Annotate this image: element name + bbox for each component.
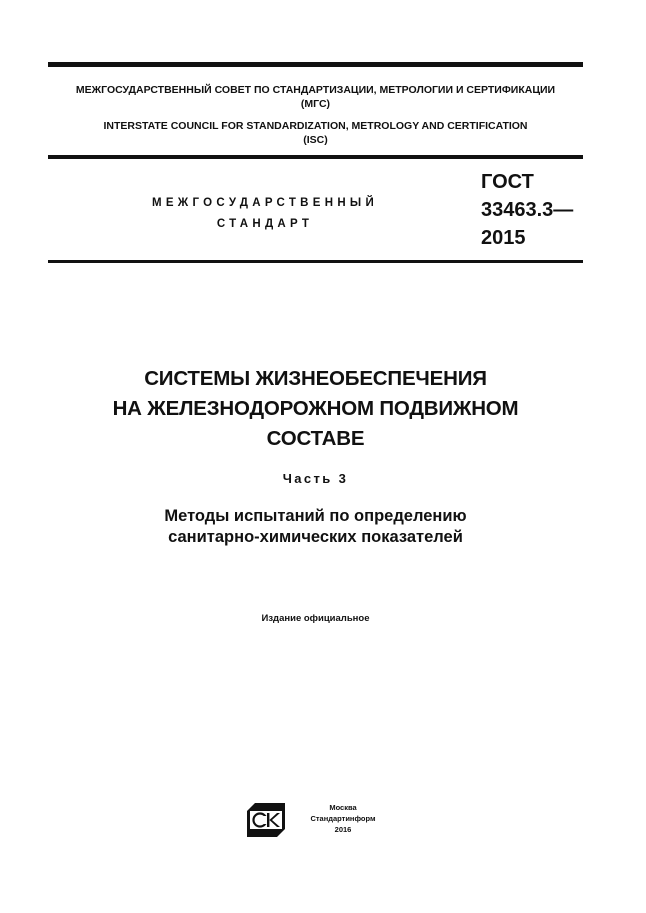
middle-rule <box>48 155 583 159</box>
standard-kind <box>120 193 410 235</box>
council-ru-block <box>48 83 583 111</box>
standartinform-logo-icon <box>247 803 285 837</box>
subtitle-line2: санитарно-химических показателей <box>168 528 463 546</box>
council-ru-abbr: (МГС) <box>300 98 331 110</box>
gost-code-line1: ГОСТ <box>481 171 534 193</box>
gost-code <box>481 168 581 252</box>
part-number: Часть 3 <box>282 471 349 486</box>
council-en-block <box>48 119 583 147</box>
council-ru-name: МЕЖГОСУДАРСТВЕННЫЙ СОВЕТ ПО СТАНДАРТИЗАЦИИ, МЕТРОЛОГИИ И СЕРТИФИКАЦИИ <box>75 84 556 96</box>
council-en-abbr: (ISC) <box>303 134 328 146</box>
publisher-city: Москва <box>329 803 357 812</box>
publisher-name: Стандартинформ <box>310 814 376 823</box>
standard-kind-line2: СТАНДАРТ <box>216 218 314 230</box>
gost-code-line2: 33463.3— <box>481 199 574 221</box>
publisher-imprint <box>296 802 390 835</box>
gost-code-line3: 2015 <box>481 227 526 249</box>
standard-kind-line1: МЕЖГОСУДАРСТВЕННЫЙ <box>151 197 379 209</box>
document-subtitle <box>48 506 583 548</box>
title-line1: СИСТЕМЫ ЖИЗНЕОБЕСПЕЧЕНИЯ <box>144 367 487 390</box>
publisher-year: 2016 <box>334 825 352 834</box>
document-title <box>48 364 583 454</box>
bottom-rule <box>48 260 583 263</box>
publisher-block <box>244 801 404 841</box>
top-rule <box>48 62 583 67</box>
edition-label: Издание официальное <box>261 613 370 624</box>
council-en-name: INTERSTATE COUNCIL FOR STANDARDIZATION, METROLOGY AND CERTIFICATION <box>103 120 528 132</box>
subtitle-line1: Методы испытаний по определению <box>164 507 467 525</box>
title-line2: НА ЖЕЛЕЗНОДОРОЖНОМ ПОДВИЖНОМ <box>112 397 519 420</box>
title-line3: СОСТАВЕ <box>266 427 365 450</box>
